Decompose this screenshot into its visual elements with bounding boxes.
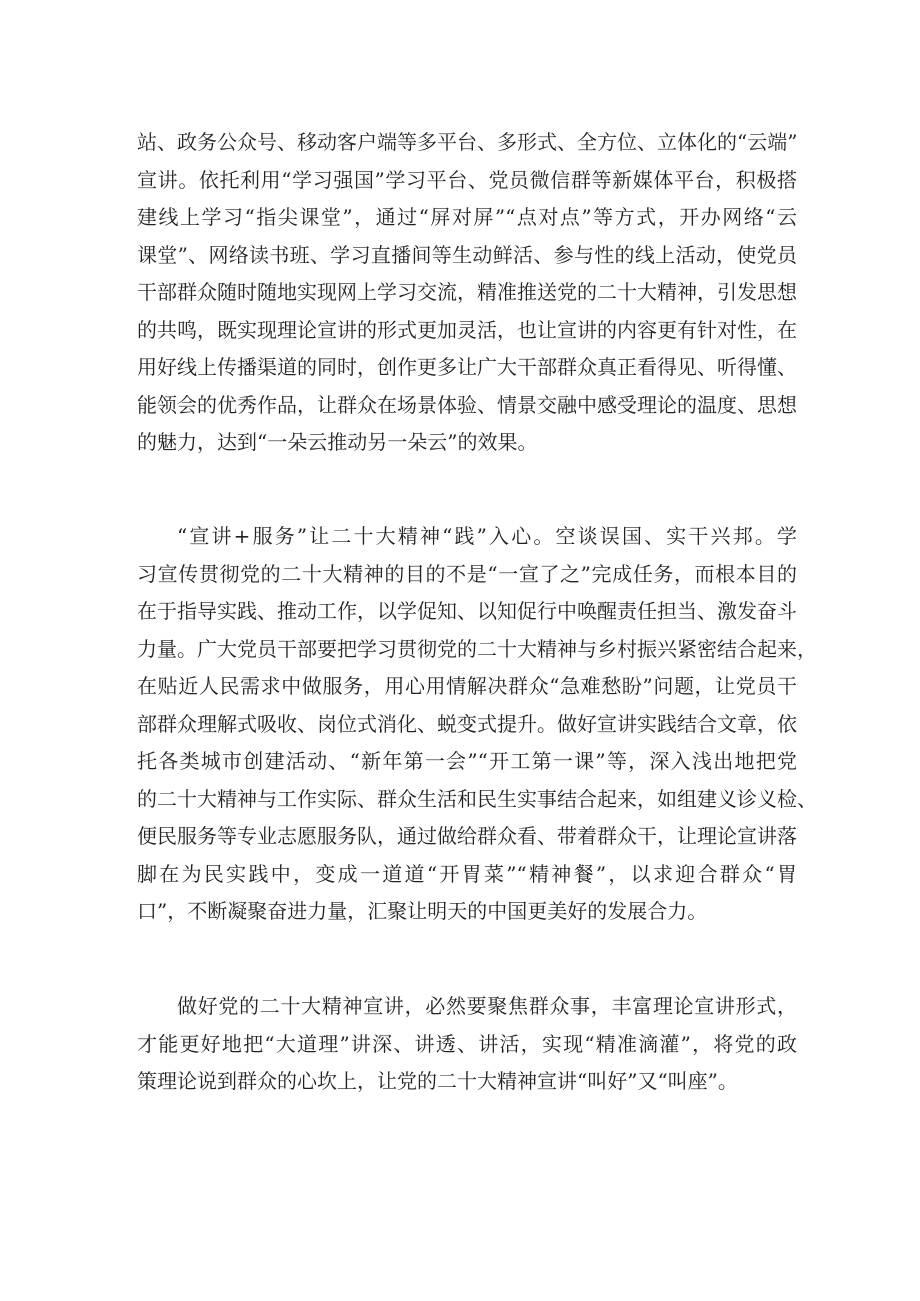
- text-line: 干部群众随时随地实现网上学习交流，精准推送党的二十大精神，引发思想: [137, 280, 797, 304]
- text-line: 在于指导实践、推动工作，以学促知、以知促行中唤醒责任担当、激发奋斗: [137, 599, 797, 623]
- text-line: 做好党的二十大精神宣讲，必然要聚焦群众事，丰富理论宣讲形式，: [177, 994, 797, 1018]
- paragraph-2: [137, 518, 817, 931]
- text-line: 建线上学习“指尖课堂”，通过“屏对屏”“点对点”等方式，开办网络“云: [137, 205, 797, 229]
- text-line: 托各类城市创建活动、“新年第一会”“开工第一课”等，深入浅出地把党: [137, 749, 797, 773]
- text-line: 策理论说到群众的心坎上，让党的二十大精神宣讲“叫好”又“叫座”。: [137, 1069, 738, 1093]
- paragraph-3: [137, 988, 797, 1101]
- text-line: 力量。广大党员干部要把学习贯彻党的二十大精神与乡村振兴紧密结合起来，: [137, 636, 817, 661]
- text-line: 脚在为民实践中，变成一道道“开胃菜”“精神餐”，以求迎合群众“胃: [137, 861, 797, 886]
- text-line: 站、政务公众号、移动客户端等多平台、多形式、全方位、立体化的“云端”: [137, 130, 798, 154]
- text-line: 部群众理解式吸收、岗位式消化、蜕变式提升。做好宣讲实践结合文章，依: [137, 711, 797, 736]
- text-line: 才能更好地把“大道理”讲深、讲透、讲活，实现“精准滴灌”，将党的政: [137, 1031, 797, 1056]
- text-line: 的共鸣，既实现理论宣讲的形式更加灵活，也让宣讲的内容更有针对性，在: [137, 317, 797, 342]
- text-line: 便民服务等专业志愿服务队，通过做给群众看、带着群众干，让理论宣讲落: [137, 824, 797, 848]
- text-line: 用好线上传播渠道的同时，创作更多让广大干部群众真正看得见、听得懂、: [137, 355, 797, 379]
- text-line: 口”，不断凝聚奋进力量，汇聚让明天的中国更美好的发展合力。: [137, 899, 708, 923]
- text-line: “宣讲+服务”让二十大精神“践”入心。空谈误国、实干兴邦。学: [177, 524, 797, 548]
- text-line: 能领会的优秀作品，让群众在场景体验、情景交融中感受理论的温度、思想: [137, 392, 797, 417]
- paragraph-1: [137, 124, 797, 462]
- text-line: 在贴近人民需求中做服务，用心用情解决群众“急难愁盼”问题，让党员干: [137, 674, 797, 698]
- text-line: 课堂”、网络读书班、学习直播间等生动鲜活、参与性的线上活动，使党员: [137, 242, 797, 267]
- text-line: 的二十大精神与工作实际、群众生活和民生实事结合起来，如组建义诊义检、: [137, 786, 817, 811]
- text-line: 的魅力，达到“一朵云推动另一朵云”的效果。: [137, 430, 538, 454]
- text-line: 习宣传贯彻党的二十大精神的目的不是“一宣了之”完成任务，而根本目的: [137, 561, 797, 586]
- text-line: 宣讲。依托利用“学习强国”学习平台、党员微信群等新媒体平台，积极搭: [137, 167, 797, 192]
